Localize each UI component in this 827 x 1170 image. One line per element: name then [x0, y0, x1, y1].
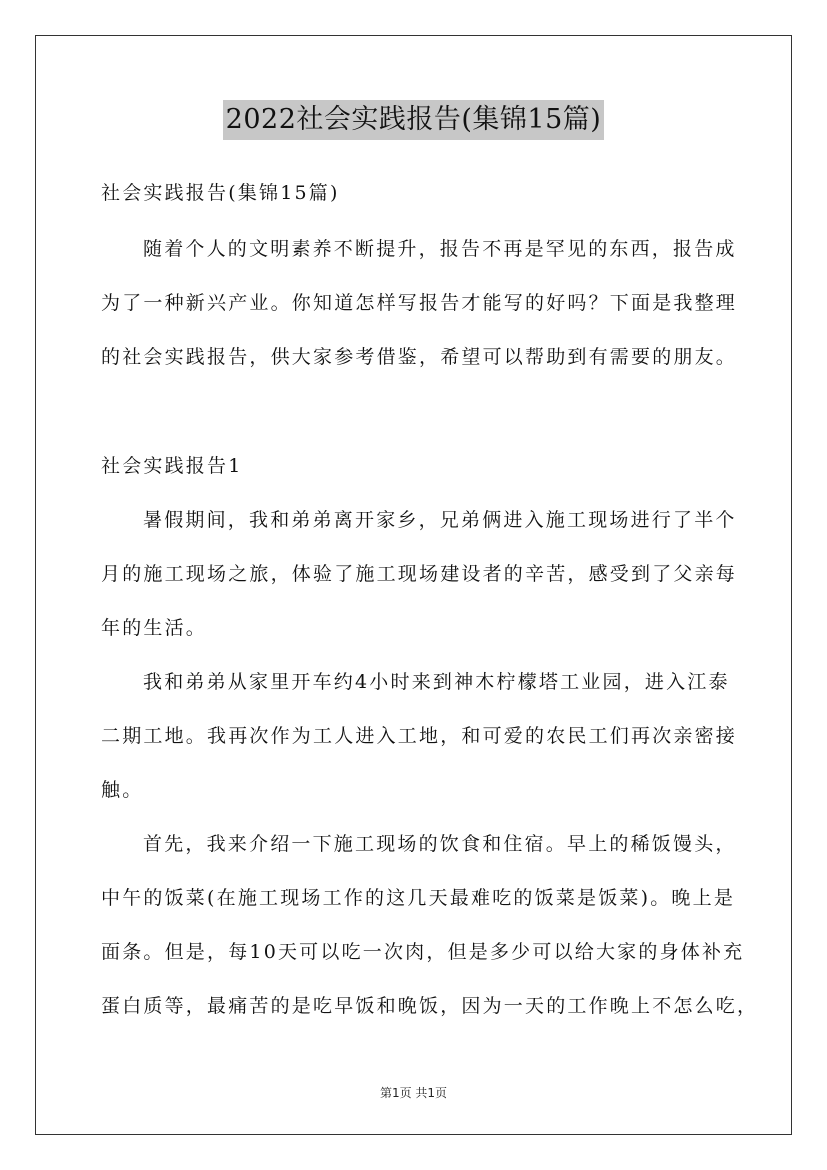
paragraph3-line-3: 面条。但是，每10天可以吃一次肉，但是多少可以给大家的身体补充	[101, 941, 745, 963]
paragraph1-line-1: 暑假期间，我和弟弟离开家乡，兄弟俩进入施工现场进行了半个	[143, 509, 737, 531]
page-number-footer: 第1页 共1页	[379, 1086, 448, 1100]
paragraph1-line-2: 月的施工现场之旅，体验了施工现场建设者的辛苦，感受到了父亲每	[101, 563, 738, 585]
document-title: 2022社会实践报告(集锦15篇)	[223, 100, 605, 140]
paragraph3-line-2: 中午的饭菜(在施工现场工作的这几天最难吃的饭菜是饭菜)。晚上是	[101, 887, 736, 909]
paragraph3-line-1: 首先，我来介绍一下施工现场的饮食和住宿。早上的稀饭馒头，	[143, 833, 737, 855]
intro-line-3: 的社会实践报告，供大家参考借鉴，希望可以帮助到有需要的朋友。	[101, 346, 738, 368]
paragraph2-line-2: 二期工地。我再次作为工人进入工地，和可爱的农民工们再次亲密接	[101, 725, 738, 747]
title-container	[0, 100, 827, 140]
document-subtitle: 社会实践报告(集锦15篇)	[101, 182, 340, 204]
paragraph2-line-3: 触。	[101, 779, 144, 801]
intro-line-2: 为了一种新兴产业。你知道怎样写报告才能写的好吗？下面是我整理	[101, 292, 738, 314]
paragraph1-line-3: 年的生活。	[101, 617, 208, 639]
section-heading: 社会实践报告1	[101, 455, 243, 477]
paragraph3-line-4: 蛋白质等，最痛苦的是吃早饭和晚饭，因为一天的工作晚上不怎么吃，	[101, 995, 759, 1017]
paragraph2-line-1: 我和弟弟从家里开车约4小时来到神木柠檬塔工业园，进入江泰	[143, 671, 730, 693]
intro-line-1: 随着个人的文明素养不断提升，报告不再是罕见的东西，报告成	[143, 238, 737, 260]
